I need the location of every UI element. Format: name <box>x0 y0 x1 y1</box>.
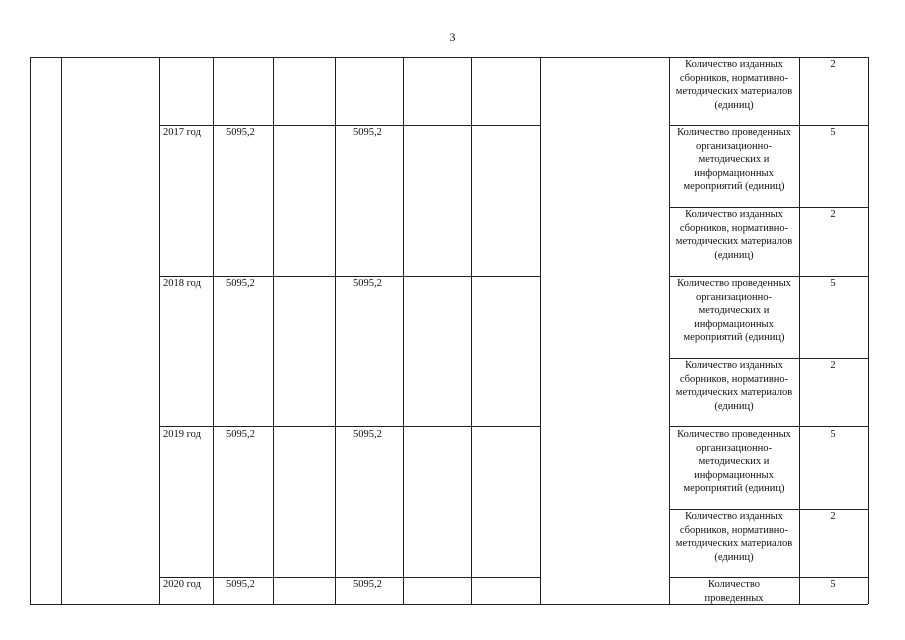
year-divider <box>159 426 540 427</box>
indicator-value: 2 <box>830 511 836 522</box>
indicator-value: 5 <box>830 278 836 289</box>
indicator-cell: Количество проведенных организационно-методических и информационных мероприятий (единиц) <box>677 429 791 495</box>
col-border <box>213 57 214 604</box>
indicator-divider <box>669 426 868 427</box>
col-border <box>799 57 800 604</box>
budget-amount: 5095,2 <box>353 579 382 590</box>
indicator-cell: Количество проведенных организационно-методических и информационных мероприятий (единиц) <box>677 278 791 344</box>
year-divider <box>159 125 540 126</box>
budget-amount: 5095,2 <box>353 429 382 440</box>
indicator-value: 5 <box>830 127 836 138</box>
indicator-cell: Количество проведенных <box>704 579 764 604</box>
year-divider <box>159 276 540 277</box>
col-border <box>273 57 274 604</box>
col-border <box>471 57 472 604</box>
total-amount: 5095,2 <box>226 278 255 289</box>
col-border <box>403 57 404 604</box>
page-number: 3 <box>449 30 456 44</box>
year-divider <box>159 577 540 578</box>
year-label: 2020 год <box>163 579 201 590</box>
year-label: 2017 год <box>163 127 201 138</box>
indicator-cell: Количество проведенных организационно-методических и информационных мероприятий (единиц) <box>677 127 791 193</box>
year-label: 2018 год <box>163 278 201 289</box>
indicator-value: 2 <box>830 360 836 371</box>
indicator-value: 5 <box>830 429 836 440</box>
total-amount: 5095,2 <box>226 579 255 590</box>
indicator-cell: Количество изданных сборников, нормативно-методических материалов (единиц) <box>675 59 793 111</box>
indicator-cell: Количество изданных сборников, нормативно-методических материалов (единиц) <box>675 209 793 261</box>
budget-amount: 5095,2 <box>353 127 382 138</box>
col-border <box>868 57 869 604</box>
indicator-value: 5 <box>830 579 836 590</box>
col-border <box>335 57 336 604</box>
col-border <box>669 57 670 604</box>
budget-amount: 5095,2 <box>353 278 382 289</box>
indicator-cell: Количество изданных сборников, нормативно-методических материалов (единиц) <box>675 360 793 412</box>
col-border <box>61 57 62 604</box>
indicator-value: 2 <box>830 209 836 220</box>
col-border <box>30 57 31 604</box>
indicator-cell: Количество изданных сборников, нормативно-методических материалов (единиц) <box>675 511 793 563</box>
total-amount: 5095,2 <box>226 429 255 440</box>
col-border <box>159 57 160 604</box>
total-amount: 5095,2 <box>226 127 255 138</box>
indicator-value: 2 <box>830 59 836 70</box>
year-label: 2019 год <box>163 429 201 440</box>
col-border <box>540 57 541 604</box>
